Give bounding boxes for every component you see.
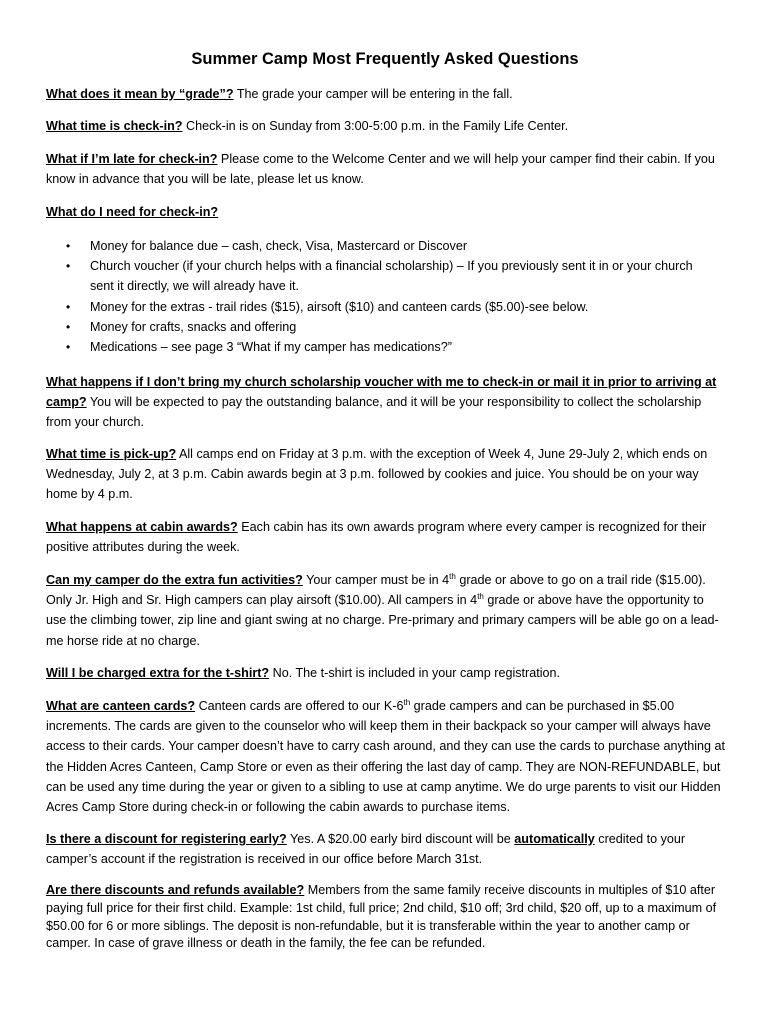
list-item: • Medications – see page 3 “What if my camper has medications?” (46, 337, 716, 357)
faq-extra-activities: Can my camper do the extra fun activities? Your camper must be in 4th grade or above to go on a trail ride ($15.00). Only Jr. High and Sr. High campers can play airsoft ($10.00). All campers in 4th grade or above have the opportunity to use the climbing tower, zip line and giant swing at no charge. Pre-primary and primary campers will be able go on a lead-me horse ride at no charge. (46, 571, 719, 648)
bullet-icon: • (66, 259, 71, 274)
faq-discounts (46, 882, 726, 953)
emphasis: automatically (514, 832, 595, 846)
faq-need (46, 202, 726, 222)
page-title: Summer Camp Most Frequently Asked Questions (191, 50, 579, 68)
faq-awards (46, 517, 726, 557)
list-item: • Money for balance due – cash, check, Visa, Mastercard or Discover (46, 236, 716, 256)
bullet-icon: • (66, 319, 71, 334)
question: Is there a discount for registering early? (46, 832, 287, 846)
question: Will I be charged extra for the t-shirt? (46, 666, 270, 680)
question: What time is pick-up? (46, 447, 177, 461)
question: What are canteen cards? (46, 699, 196, 713)
faq-tshirt (46, 663, 726, 683)
answer: Check-in is on Sunday from 3:00-5:00 p.m. in the Family Life Center. (182, 119, 569, 133)
faq-checkin-time (46, 116, 726, 136)
question: What do I need for check-in? (46, 205, 219, 219)
faq-canteen: What are canteen cards? Canteen cards are offered to our K-6th grade campers and can be purchased in $5.00 increments. The cards are given to the counselor who will keep them in their backpack so your camper will always have access to their cards. Your camper doesn’t have to carry cash around, and they can use the cards to purchase anything at the Hidden Acres Canteen, Camp Store or even as their offering the last day of camp. They are NON-REFUNDABLE, but can be used any time during the year or given to a sibling to use at camp anytime. We do urge parents to visit our Hidden Acres Camp Store during check-in or following the cabin awards to purchase items. (46, 697, 726, 815)
faq-early-discount: Is there a discount for registering early? Yes. A $20.00 early bird discount will be automatically credited to your camper’s account if the registration is received in our office before March 31st. (46, 832, 686, 867)
faq-late (46, 149, 726, 189)
answer: You will be expected to pay the outstanding balance, and it will be your responsibility to collect the scholarship from your church. (46, 395, 702, 430)
answer: Each cabin has its own awards program where every camper is recognized for their positive attributes during the week. (46, 520, 707, 555)
question: Can my camper do the extra fun activities? (46, 573, 303, 587)
bullet-icon: • (66, 299, 71, 314)
list-item: • Money for the extras - trail rides ($15), airsoft ($10) and canteen cards ($5.00)-see below. (46, 297, 716, 317)
question: What happens at cabin awards? (46, 520, 238, 534)
question: What if I’m late for check-in? (46, 152, 218, 166)
answer: The grade your camper will be entering in the fall. (233, 87, 513, 101)
question: What does it mean by “grade”? (46, 87, 234, 101)
faq-voucher (46, 372, 726, 433)
bullet-icon: • (66, 239, 71, 253)
bullet-icon: • (66, 340, 71, 355)
answer: Members from the same family receive discounts in multiples of $10 after paying full price for their first child. Example: 1st child, full price; 2nd child, $10 off; 3rd child, $20 off, up to a maximum of $50.00 for 6 or more siblings. The deposit is non-refundable, but it is transferable within the year to another camp or camper. In case of grave illness or death in the family, the fee can be refunded. (46, 883, 717, 951)
answer: Please come to the Welcome Center and we will help your camper find their cabin. If you know in advance that you will be late, please let us know. (46, 152, 715, 187)
list-item: • Money for crafts, snacks and offering (46, 317, 716, 337)
list-item: • Church voucher (if your church helps with a financial scholarship) – If you previously sent it in or your church sent it directly, we will already have it. (46, 256, 716, 296)
question: Are there discounts and refunds available? (46, 883, 305, 897)
faq-grade (46, 84, 726, 104)
answer: All camps end on Friday at 3 p.m. with the exception of Week 4, June 29-July 2, which ends on Wednesday, July 2, at 3 p.m. Cabin awards begin at 3 p.m. followed by cookies and juice. You should be on your way home by 4 p.m. (46, 447, 708, 502)
question: What time is check-in? (46, 119, 183, 133)
faq-pickup (46, 444, 726, 505)
question: What happens if I don’t bring my church scholarship voucher with me to check-in or mail it in prior to arriving at camp? (46, 375, 717, 410)
checklist (46, 236, 716, 357)
answer: No. The t-shirt is included in your camp registration. (269, 666, 561, 680)
